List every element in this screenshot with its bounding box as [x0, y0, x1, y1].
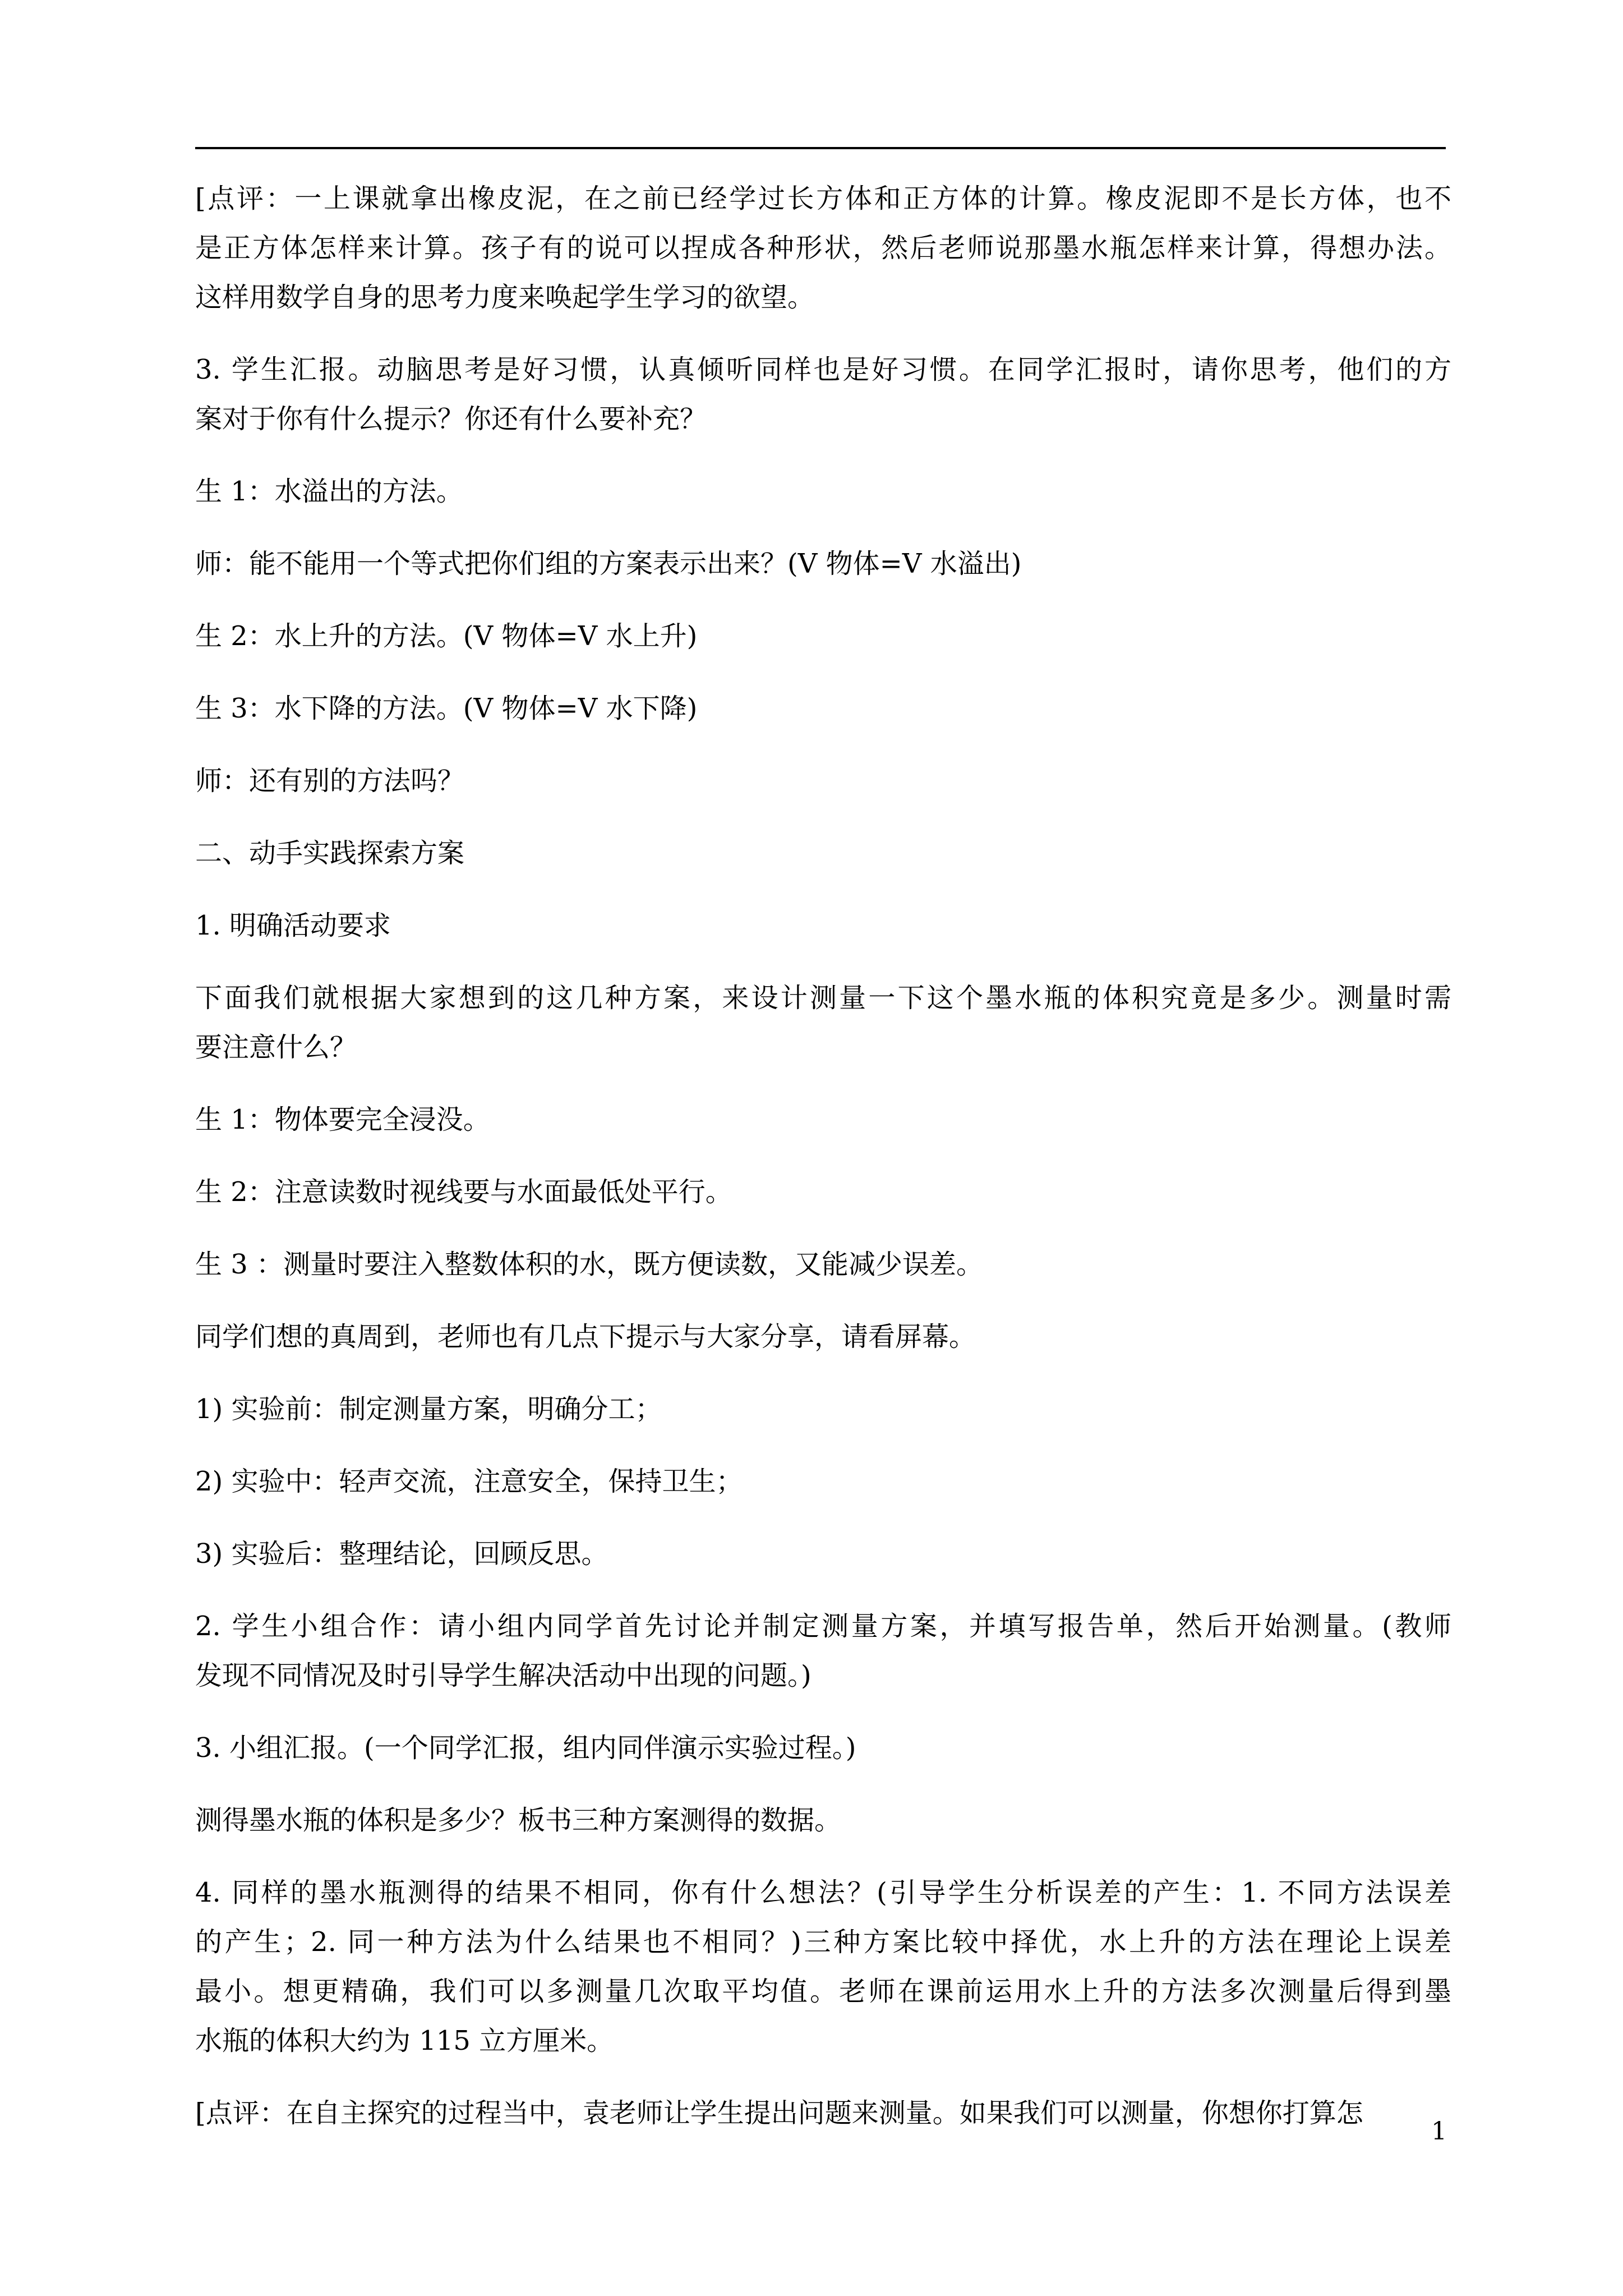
text-line: 二、动手实践探索方案: [195, 838, 465, 869]
text-line: 下面我们就根据大家想到的这几种方案，来设计测量一下这个墨水瓶的体积究竟是多少。测量时需: [195, 982, 1451, 1014]
text-line: [点评：一上课就拿出橡皮泥，在之前已经学过长方体和正方体的计算。橡皮泥即不是长方体，也不: [195, 183, 1451, 214]
text-line: 水瓶的体积大约为 115 立方厘米。: [195, 2025, 614, 2056]
text-line: 发现不同情况及时引导学生解决活动中出现的问题。): [195, 1660, 811, 1691]
paragraph: [195, 174, 1451, 322]
text-line: 3. 小组汇报。(一个同学汇报，组内同伴演示实验过程。): [195, 1732, 856, 1764]
text-line: 1. 明确活动要求: [195, 910, 391, 941]
text-line: 生 2：注意读数时视线要与水面最低处平行。: [195, 1176, 732, 1208]
text-line: 案对于你有什么提示？你还有什么要补充？: [195, 403, 707, 435]
paragraph: [195, 1602, 1451, 1700]
paragraph: [195, 684, 1451, 733]
paragraph: [195, 1529, 1451, 1579]
paragraph: [195, 1095, 1451, 1144]
page-number: 1: [1431, 2117, 1447, 2146]
text-line: 生 1：水溢出的方法。: [195, 476, 463, 507]
text-line: 生 1：物体要完全浸没。: [195, 1104, 490, 1135]
document-body: [195, 174, 1451, 2138]
text-line: 2. 学生小组合作：请小组内同学首先讨论并制定测量方案，并填写报告单，然后开始测量。(教师: [195, 1611, 1451, 1642]
paragraph: [195, 1312, 1451, 1361]
paragraph: [195, 973, 1451, 1072]
paragraph: [195, 611, 1451, 661]
text-line: 师：还有别的方法吗？: [195, 765, 465, 797]
paragraph: [195, 345, 1451, 444]
paragraph: [195, 1384, 1451, 1434]
text-line: 2) 实验中：轻声交流，注意安全，保持卫生；: [195, 1466, 743, 1497]
paragraph: [195, 829, 1451, 878]
paragraph: [195, 1796, 1451, 1845]
paragraph: [195, 2088, 1451, 2138]
text-line: [点评：在自主探究的过程当中，袁老师让学生提出问题来测量。如果我们可以测量，你想你打算怎: [195, 2097, 1363, 2129]
text-line: 4. 同样的墨水瓶测得的结果不相同，你有什么想法？(引导学生分析误差的产生：1. 不同方法误差: [195, 1877, 1451, 1908]
paragraph: [195, 1868, 1451, 2065]
paragraph: [195, 901, 1451, 950]
text-line: 3) 实验后：整理结论，回顾反思。: [195, 1538, 608, 1570]
text-line: 最小。想更精确，我们可以多测量几次取平均值。老师在课前运用水上升的方法多次测量后得到墨: [195, 1976, 1451, 2007]
header-rule: [195, 147, 1446, 149]
text-line: 生 3 ：测量时要注入整数体积的水，既方便读数，又能减少误差。: [195, 1249, 984, 1280]
text-line: 3. 学生汇报。动脑思考是好习惯，认真倾听同样也是好习惯。在同学汇报时，请你思考，他们的方: [195, 354, 1451, 385]
paragraph: [195, 756, 1451, 806]
text-line: 生 2：水上升的方法。(V 物体=V 水上升): [195, 620, 698, 652]
paragraph: [195, 467, 1451, 516]
paragraph: [195, 1723, 1451, 1773]
text-line: 的产生；2. 同一种方法为什么结果也不相同？)三种方案比较中择优，水上升的方法在理论上误差: [195, 1926, 1451, 1958]
paragraph: [195, 1240, 1451, 1289]
text-line: 生 3：水下降的方法。(V 物体=V 水下降): [195, 693, 698, 724]
paragraph: [195, 1457, 1451, 1506]
text-line: 师：能不能用一个等式把你们组的方案表示出来？(V 物体=V 水溢出): [195, 548, 1022, 579]
text-line: 这样用数学自身的思考力度来唤起学生学习的欲望。: [195, 282, 815, 313]
text-line: 测得墨水瓶的体积是多少？板书三种方案测得的数据。: [195, 1805, 842, 1836]
text-line: 同学们想的真周到，老师也有几点下提示与大家分享，请看屏幕。: [195, 1321, 976, 1352]
text-line: 是正方体怎样来计算。孩子有的说可以捏成各种形状，然后老师说那墨水瓶怎样来计算，得想办法。: [195, 232, 1451, 264]
text-line: 1) 实验前：制定测量方案，明确分工；: [195, 1393, 662, 1425]
paragraph: [195, 539, 1451, 588]
text-line: 要注意什么？: [195, 1032, 357, 1063]
paragraph: [195, 1167, 1451, 1217]
